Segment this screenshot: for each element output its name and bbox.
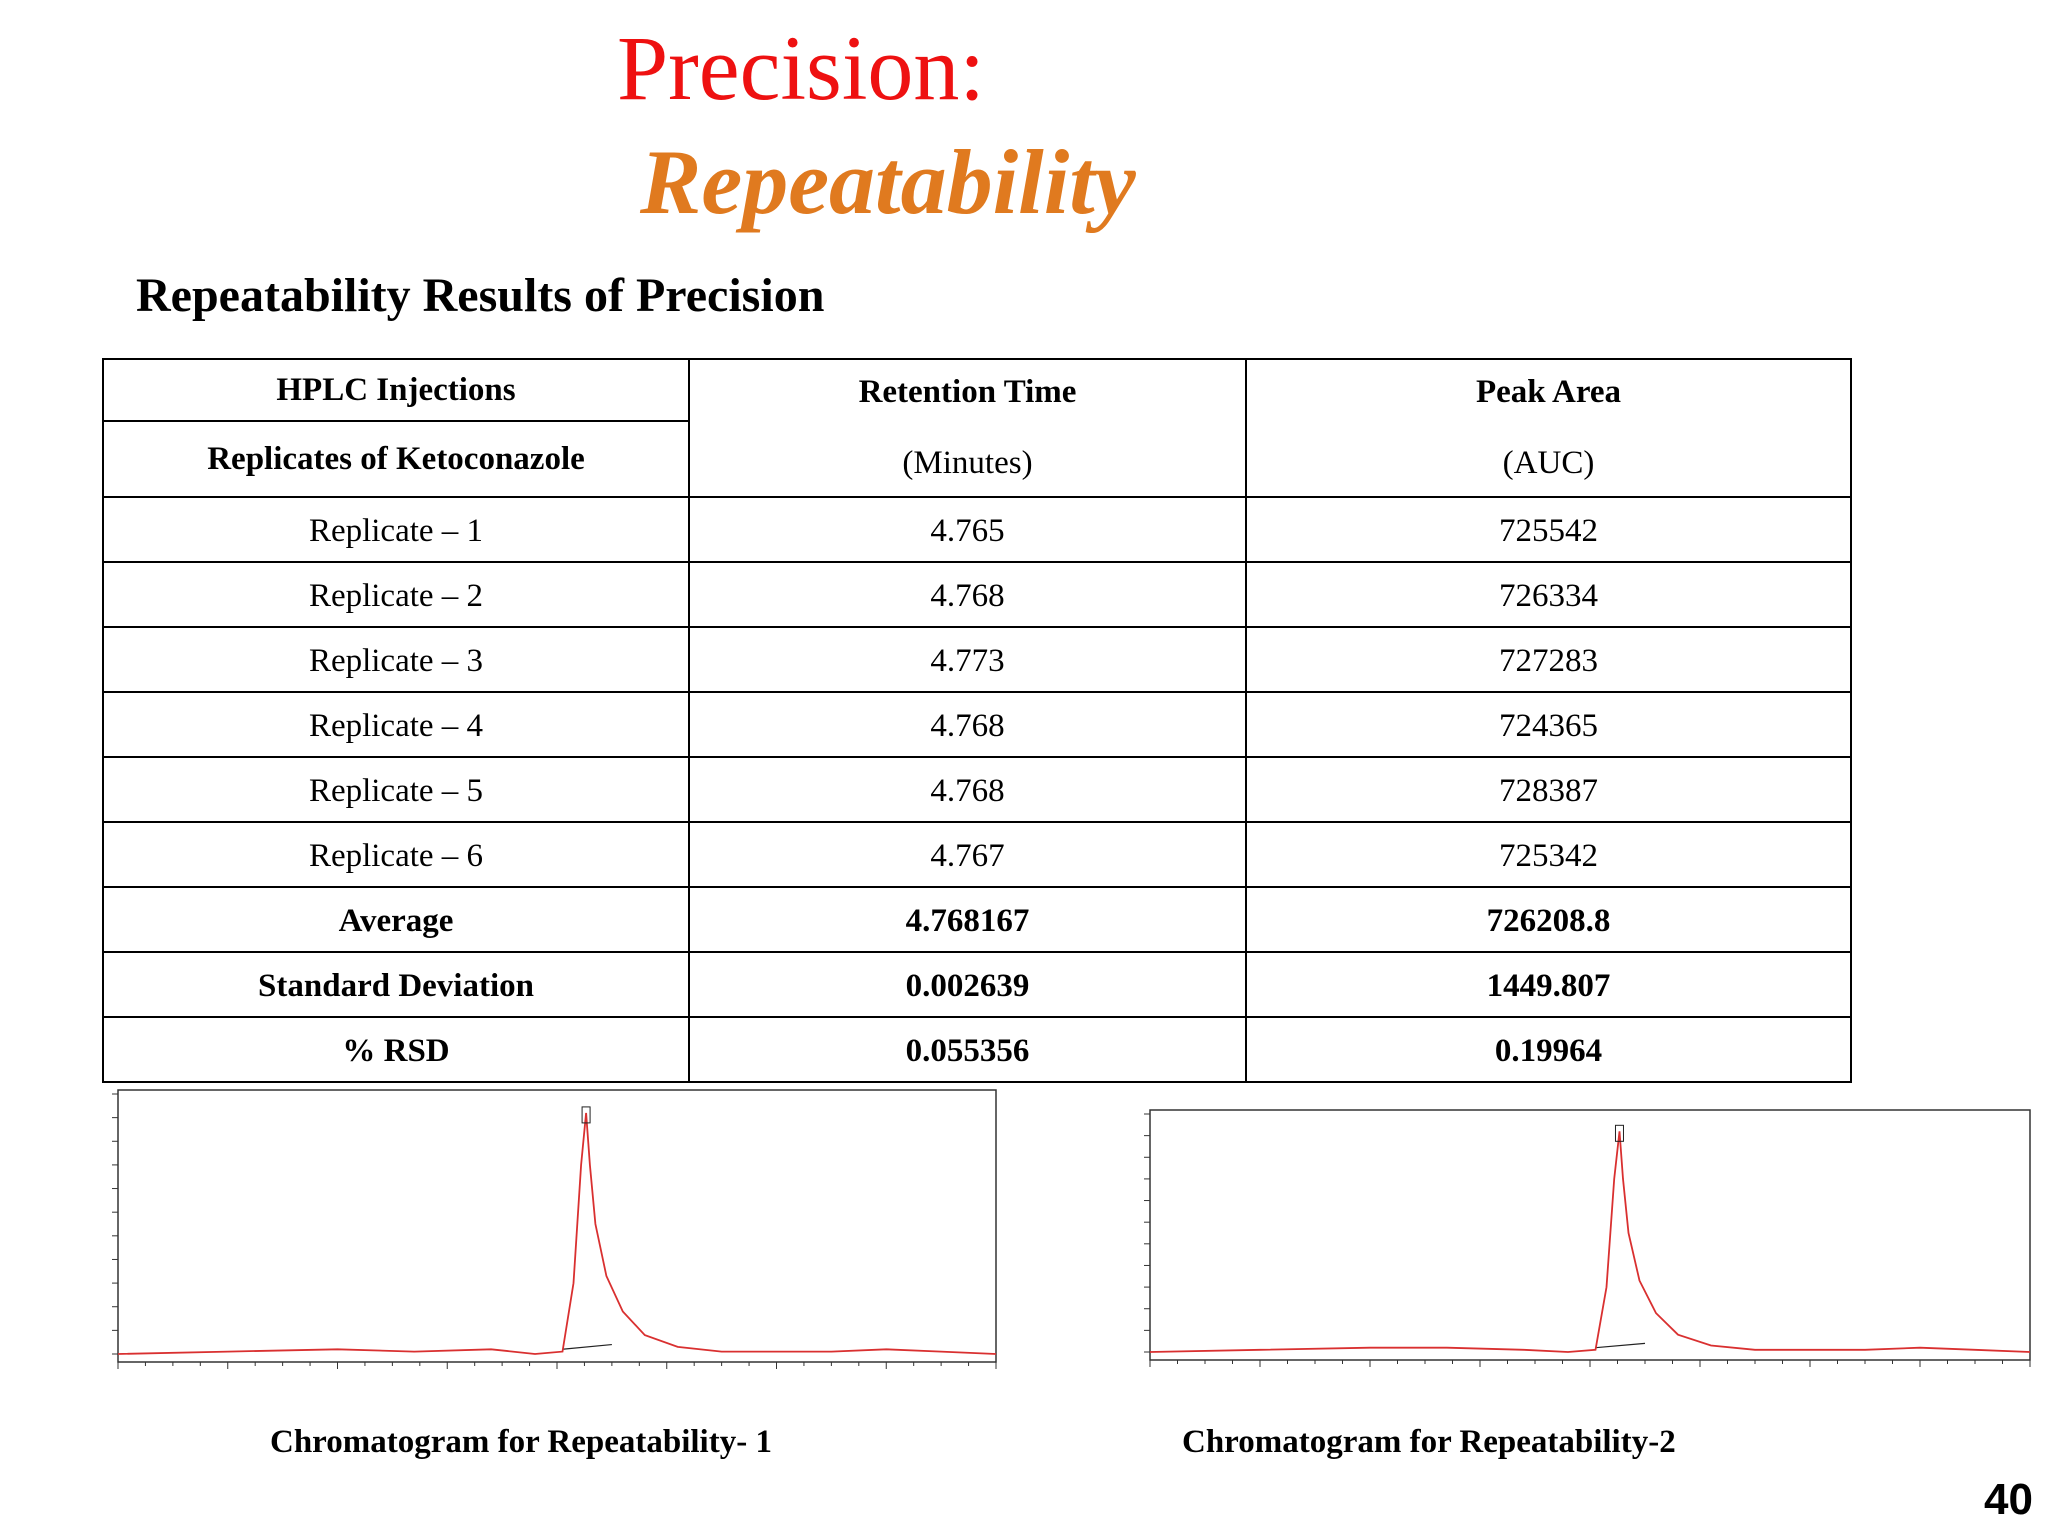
retention-time-cell: 0.055356 xyxy=(689,1017,1246,1082)
plot-frame xyxy=(1150,1110,2030,1360)
page-number: 40 xyxy=(1984,1475,2033,1524)
plot-frame xyxy=(118,1090,996,1362)
slide-title-repeatability: Repeatability xyxy=(640,131,1136,233)
retention-time-cell: 4.768 xyxy=(689,692,1246,757)
row-label: Replicate – 2 xyxy=(103,562,689,627)
chromatogram-svg xyxy=(100,1082,1000,1382)
peak-area-cell: 726334 xyxy=(1246,562,1851,627)
repeatability-results-table xyxy=(102,358,1852,1083)
header-peak-area-unit: (AUC) xyxy=(1502,445,1595,481)
peak-area-cell: 0.19964 xyxy=(1246,1017,1851,1082)
table-row xyxy=(103,562,1851,627)
slide-title-precision: Precision: xyxy=(617,17,985,119)
retention-time-cell: 4.767 xyxy=(689,822,1246,887)
row-label: Replicate – 1 xyxy=(103,497,689,562)
row-label: Replicate – 6 xyxy=(103,822,689,887)
header-retention-time-title: Retention Time xyxy=(858,374,1077,410)
table-body xyxy=(103,497,1851,1082)
retention-time-cell: 4.765 xyxy=(689,497,1246,562)
header-peak-area xyxy=(1246,359,1851,497)
header-replicates: Replicates of Ketoconazole xyxy=(103,421,689,497)
row-label: Replicate – 3 xyxy=(103,627,689,692)
peak-area-cell: 725542 xyxy=(1246,497,1851,562)
header-peak-area-title: Peak Area xyxy=(1475,374,1622,410)
header-retention-time xyxy=(689,359,1246,497)
table-row xyxy=(103,822,1851,887)
row-label: Replicate – 5 xyxy=(103,757,689,822)
chromatogram-2 xyxy=(1122,1100,2042,1382)
retention-time-cell: 4.773 xyxy=(689,627,1246,692)
retention-time-cell: 0.002639 xyxy=(689,952,1246,1017)
header-retention-time-unit: (Minutes) xyxy=(902,445,1033,481)
table-heading: Repeatability Results of Precision xyxy=(136,269,825,322)
chromatogram-1-caption: Chromatogram for Repeatability- 1 xyxy=(270,1424,772,1460)
table-row xyxy=(103,497,1851,562)
peak-area-cell: 1449.807 xyxy=(1246,952,1851,1017)
header-hplc-injections: HPLC Injections xyxy=(103,359,689,421)
stats-row xyxy=(103,887,1851,952)
retention-time-cell: 4.768167 xyxy=(689,887,1246,952)
peak-area-cell: 725342 xyxy=(1246,822,1851,887)
peak-area-cell: 726208.8 xyxy=(1246,887,1851,952)
stats-row xyxy=(103,1017,1851,1082)
row-label: % RSD xyxy=(103,1017,689,1082)
table-row xyxy=(103,692,1851,757)
row-label: Average xyxy=(103,887,689,952)
chromatogram-1 xyxy=(100,1082,1000,1382)
chromatogram-2-caption: Chromatogram for Repeatability-2 xyxy=(1182,1424,1676,1460)
stats-row xyxy=(103,952,1851,1017)
table-row xyxy=(103,627,1851,692)
peak-area-cell: 728387 xyxy=(1246,757,1851,822)
row-label: Standard Deviation xyxy=(103,952,689,1017)
chromatogram-svg xyxy=(1122,1100,2042,1382)
peak-area-cell: 724365 xyxy=(1246,692,1851,757)
table-row xyxy=(103,757,1851,822)
row-label: Replicate – 4 xyxy=(103,692,689,757)
peak-area-cell: 727283 xyxy=(1246,627,1851,692)
retention-time-cell: 4.768 xyxy=(689,757,1246,822)
retention-time-cell: 4.768 xyxy=(689,562,1246,627)
